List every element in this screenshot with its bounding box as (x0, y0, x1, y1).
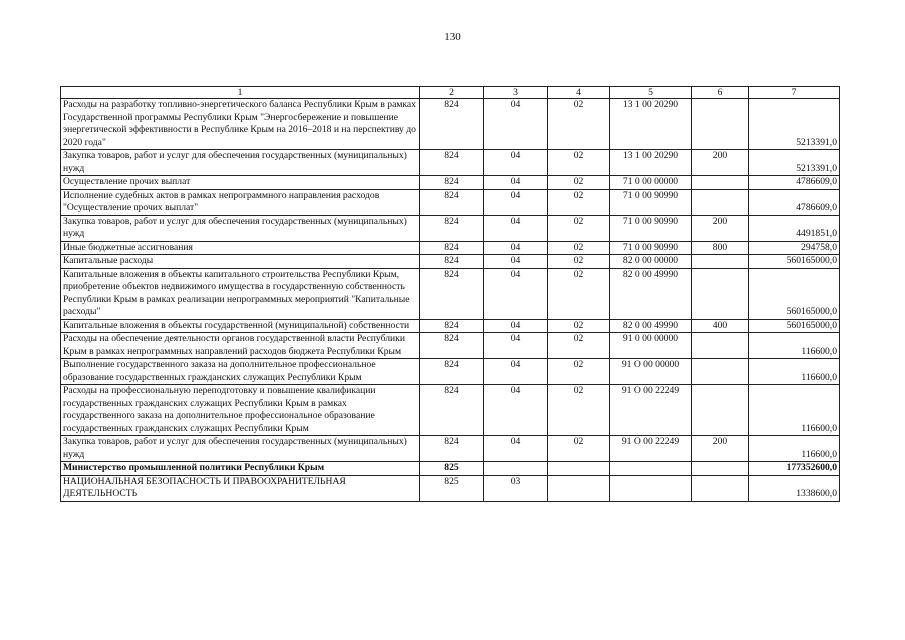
expense-type-cell: 200 (692, 436, 749, 462)
target-article-cell: 82 0 00 00000 (610, 255, 692, 269)
admin-code-cell: 825 (420, 462, 484, 476)
expense-type-cell (692, 99, 749, 150)
expense-type-cell (692, 359, 749, 385)
subsection-code-cell: 02 (548, 436, 610, 462)
expense-type-cell (692, 333, 749, 359)
column-header: 3 (484, 87, 548, 99)
admin-code-cell: 824 (420, 255, 484, 269)
column-header: 2 (420, 87, 484, 99)
amount-cell: 560165000,0 (749, 255, 840, 269)
subsection-code-cell: 02 (548, 255, 610, 269)
expense-type-cell (692, 268, 749, 319)
item-name-cell: Закупка товаров, работ и услуг для обеспечения государственных (муниципальных) нужд (61, 215, 420, 241)
target-article-cell: 91 0 00 00000 (610, 333, 692, 359)
table-row (61, 99, 840, 150)
admin-code-cell: 824 (420, 319, 484, 333)
amount-cell: 4786609,0 (749, 176, 840, 190)
table-row (61, 255, 840, 269)
target-article-cell: 71 0 00 90990 (610, 189, 692, 215)
amount-cell: 116600,0 (749, 436, 840, 462)
table-row (61, 475, 840, 501)
section-code-cell: 04 (484, 385, 548, 436)
item-name-cell: Расходы на профессиональную переподготовку и повышение квалификации государственных гражданских служащих Республики Крым в рамках государственного заказа на дополнительное профессиональное образование государственных гражданских служащих Республики Крым (61, 385, 420, 436)
section-code-cell: 04 (484, 241, 548, 255)
table-row (61, 150, 840, 176)
amount-cell: 4786609,0 (749, 189, 840, 215)
section-code-cell: 04 (484, 255, 548, 269)
item-name-cell: Капитальные вложения в объекты капитального строительства Республики Крым, приобретение объектов недвижимого имущества в государственную собственность Республики Крым в рамках реализации непрограммных мероприятий "Капитальные расходы" (61, 268, 420, 319)
section-code-cell: 04 (484, 319, 548, 333)
column-header: 7 (749, 87, 840, 99)
target-article-cell: 71 0 00 90990 (610, 215, 692, 241)
expense-type-cell: 400 (692, 319, 749, 333)
section-code-cell: 04 (484, 333, 548, 359)
amount-cell: 116600,0 (749, 359, 840, 385)
expense-type-cell: 200 (692, 215, 749, 241)
subsection-code-cell: 02 (548, 189, 610, 215)
subsection-code-cell: 02 (548, 99, 610, 150)
item-name-cell: Расходы на обеспечение деятельности органов государственной власти Республики Крым в рамках непрограммных направлений расходов бюджета Республики Крым (61, 333, 420, 359)
admin-code-cell: 824 (420, 150, 484, 176)
column-header: 4 (548, 87, 610, 99)
item-name-cell: НАЦИОНАЛЬНАЯ БЕЗОПАСНОСТЬ И ПРАВООХРАНИТЕЛЬНАЯ ДЕЯТЕЛЬНОСТЬ (61, 475, 420, 501)
column-number-row (61, 87, 840, 99)
item-name-cell: Исполнение судебных актов в рамках непрограммного направления расходов "Осуществление прочих выплат" (61, 189, 420, 215)
table-row (61, 462, 840, 476)
subsection-code-cell: 02 (548, 150, 610, 176)
amount-cell: 1338600,0 (749, 475, 840, 501)
subsection-code-cell (548, 475, 610, 501)
target-article-cell: 91 О 00 22249 (610, 436, 692, 462)
expense-type-cell (692, 475, 749, 501)
admin-code-cell: 824 (420, 268, 484, 319)
admin-code-cell: 824 (420, 241, 484, 255)
amount-cell: 4491851,0 (749, 215, 840, 241)
amount-cell: 5213391,0 (749, 99, 840, 150)
subsection-code-cell: 02 (548, 215, 610, 241)
table-row (61, 189, 840, 215)
table-row (61, 241, 840, 255)
target-article-cell: 82 0 00 49990 (610, 319, 692, 333)
item-name-cell: Иные бюджетные ассигнования (61, 241, 420, 255)
subsection-code-cell: 02 (548, 319, 610, 333)
expense-type-cell (692, 462, 749, 476)
item-name-cell: Капитальные расходы (61, 255, 420, 269)
section-code-cell (484, 462, 548, 476)
section-code-cell: 03 (484, 475, 548, 501)
admin-code-cell: 824 (420, 99, 484, 150)
amount-cell: 294758,0 (749, 241, 840, 255)
admin-code-cell: 824 (420, 333, 484, 359)
amount-cell: 116600,0 (749, 385, 840, 436)
section-code-cell: 04 (484, 268, 548, 319)
target-article-cell: 13 1 00 20290 (610, 150, 692, 176)
admin-code-cell: 824 (420, 189, 484, 215)
section-code-cell: 04 (484, 436, 548, 462)
table-row (61, 359, 840, 385)
item-name-cell: Капитальные вложения в объекты государственной (муниципальной) собственности (61, 319, 420, 333)
table-row (61, 268, 840, 319)
subsection-code-cell: 02 (548, 176, 610, 190)
expense-type-cell: 800 (692, 241, 749, 255)
table-row (61, 385, 840, 436)
column-header: 6 (692, 87, 749, 99)
expense-type-cell (692, 176, 749, 190)
target-article-cell (610, 462, 692, 476)
item-name-cell: Расходы на разработку топливно-энергетического баланса Республики Крым в рамках Государственной программы Республики Крым "Энергосбережение и повышение энергетической эффективности в Республике Крым на 2016–2018 и на перспективу до 2020 года" (61, 99, 420, 150)
column-header: 1 (61, 87, 420, 99)
item-name-cell: Выполнение государственного заказа на дополнительное профессиональное образование государственных гражданских служащих Республики Крым (61, 359, 420, 385)
admin-code-cell: 825 (420, 475, 484, 501)
section-code-cell: 04 (484, 189, 548, 215)
section-code-cell: 04 (484, 99, 548, 150)
item-name-cell: Министерство промышленной политики Республики Крым (61, 462, 420, 476)
admin-code-cell: 824 (420, 385, 484, 436)
target-article-cell (610, 475, 692, 501)
amount-cell: 560165000,0 (749, 319, 840, 333)
table-row (61, 215, 840, 241)
amount-cell: 5213391,0 (749, 150, 840, 176)
admin-code-cell: 824 (420, 436, 484, 462)
target-article-cell: 71 0 00 00000 (610, 176, 692, 190)
item-name-cell: Закупка товаров, работ и услуг для обеспечения государственных (муниципальных) нужд (61, 150, 420, 176)
table-row (61, 436, 840, 462)
expense-type-cell (692, 189, 749, 215)
expense-type-cell: 200 (692, 150, 749, 176)
expense-type-cell (692, 385, 749, 436)
target-article-cell: 91 О 00 00000 (610, 359, 692, 385)
amount-cell: 560165000,0 (749, 268, 840, 319)
target-article-cell: 91 О 00 22249 (610, 385, 692, 436)
subsection-code-cell: 02 (548, 333, 610, 359)
subsection-code-cell: 02 (548, 359, 610, 385)
expense-type-cell (692, 255, 749, 269)
item-name-cell: Осуществление прочих выплат (61, 176, 420, 190)
section-code-cell: 04 (484, 359, 548, 385)
section-code-cell: 04 (484, 176, 548, 190)
page-number: 130 (444, 31, 461, 43)
table-row (61, 176, 840, 190)
section-code-cell: 04 (484, 150, 548, 176)
amount-cell: 177352600,0 (749, 462, 840, 476)
admin-code-cell: 824 (420, 359, 484, 385)
table-row (61, 319, 840, 333)
target-article-cell: 82 0 00 49990 (610, 268, 692, 319)
subsection-code-cell: 02 (548, 385, 610, 436)
target-article-cell: 13 1 00 20290 (610, 99, 692, 150)
target-article-cell: 71 0 00 90990 (610, 241, 692, 255)
column-header: 5 (610, 87, 692, 99)
subsection-code-cell (548, 462, 610, 476)
section-code-cell: 04 (484, 215, 548, 241)
subsection-code-cell: 02 (548, 241, 610, 255)
admin-code-cell: 824 (420, 215, 484, 241)
admin-code-cell: 824 (420, 176, 484, 190)
amount-cell: 116600,0 (749, 333, 840, 359)
table-row (61, 333, 840, 359)
budget-table (60, 86, 840, 502)
item-name-cell: Закупка товаров, работ и услуг для обеспечения государственных (муниципальных) нужд (61, 436, 420, 462)
subsection-code-cell: 02 (548, 268, 610, 319)
